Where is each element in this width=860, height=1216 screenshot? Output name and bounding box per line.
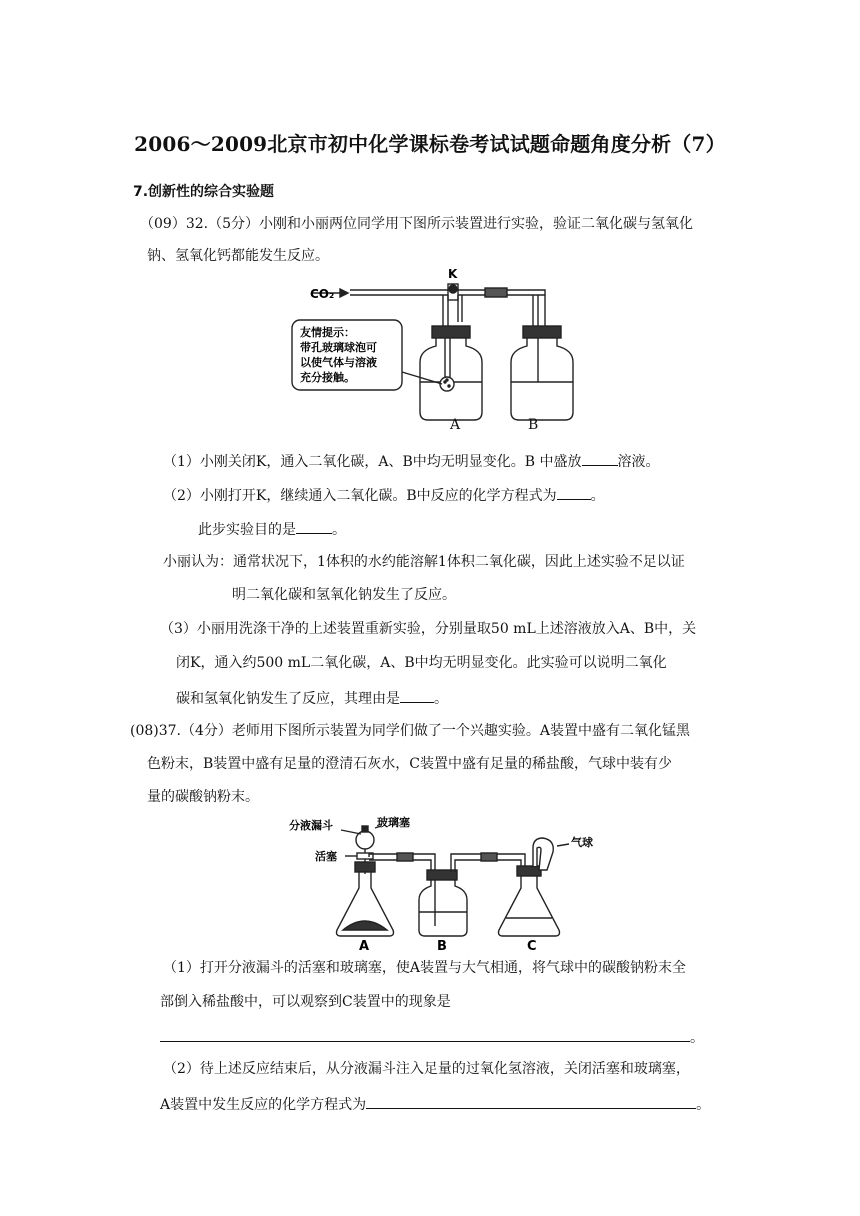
q1-tip-line4: 充分接触。 (300, 371, 355, 384)
q1-apparatus-figure (280, 262, 590, 434)
q2-step2-line2 (160, 1096, 710, 1112)
q1-xiaoli-line1: 小丽认为：通常状况下，1体积的水约能溶解1体积二氧化碳，因此上述实验不足以证 (163, 554, 685, 570)
q1-step3-end: 。 (434, 691, 448, 707)
q1-step3-line3 (176, 690, 448, 706)
q2-intro-line1: (08)37.（4分）老师用下图所示装置为同学们做了一个兴趣实验。A装置中盛有二氧化锰黑 (130, 723, 691, 739)
q1-co2-label: CO₂ (310, 287, 335, 301)
q2-step2-text: A装置中发生反应的化学方程式为 (160, 1097, 367, 1113)
q1-step1-end: 溶液。 (617, 454, 660, 470)
q1-step3-line2: 闭K，通入约500 mL二氧化碳，A、B中均无明显变化。此实验可以说明二氧化 (176, 655, 667, 671)
q2-intro-line3: 量的碳酸钠粉末。 (147, 789, 259, 805)
q1-step2-end: 。 (590, 488, 605, 504)
q2-stopper-label: 玻璃塞 (377, 816, 410, 829)
q1-xiaoli-line2: 明二氧化碳和氢氧化钠发生了反应。 (232, 587, 456, 603)
q2-step1-end: 。 (690, 1030, 704, 1046)
q1-step2-purpose-text: 此步实验目的是 (198, 522, 296, 538)
q2-step2-end: 。 (696, 1097, 711, 1113)
q1-step1-text: （1）小刚关闭K，通入二氧化碳，A、B中均无明显变化。B 中盛放 (163, 454, 582, 470)
q2-step2-line1: （2）待上述反应结束后，从分液漏斗注入足量的过氧化氢溶液，关闭活塞和玻璃塞， (163, 1061, 690, 1077)
q1-step1-blank[interactable] (582, 453, 618, 466)
q1-step2-purpose-blank[interactable] (296, 521, 332, 534)
q2-balloon-label: 气球 (571, 836, 593, 849)
q1-label-a: A (450, 417, 461, 433)
q1-step3-blank[interactable] (400, 690, 434, 703)
q2-step1-answer (160, 1029, 704, 1045)
q1-step3-line1: （3）小丽用洗涤干净的上述装置重新实验，分别量取50 mL上述溶液放入A、B中，关 (160, 621, 697, 637)
q1-step2-purpose (198, 521, 346, 537)
section-heading: 7.创新性的综合实验题 (133, 184, 275, 200)
q1-tip-line3: 以使气体与溶液 (300, 356, 377, 369)
q1-tip-line1: 友情提示： (300, 326, 355, 339)
q2-step1-blank[interactable] (160, 1029, 690, 1042)
q2-label-c: C (527, 939, 537, 952)
q2-intro-line2: 色粉末，B装置中盛有足量的澄清石灰水，C装置中盛有足量的稀盐酸，气球中装有少 (147, 756, 672, 772)
q1-tip-line2: 带孔玻璃球泡可 (300, 341, 377, 354)
q2-step1-line2: 部倒入稀盐酸中，可以观察到C装置中的现象是 (160, 994, 451, 1010)
q2-funnel-label: 分液漏斗 (289, 819, 333, 832)
q1-step3-text: 碳和氢氧化钠发生了反应，其理由是 (176, 691, 400, 707)
q1-intro-line1: （09）32.（5分）小刚和小丽两位同学用下图所示装置进行实验，验证二氧化碳与氢氧化 (140, 216, 693, 232)
q2-label-b: B (437, 939, 447, 952)
q2-apparatus-figure (285, 812, 605, 952)
page-title: 2006～2009北京市初中化学课标卷考试试题命题角度分析（7） (134, 132, 726, 156)
q1-valve-label: K (448, 267, 458, 281)
q1-intro-line2: 钠、氢氧化钙都能发生反应。 (147, 248, 329, 264)
q1-step2-text: （2）小刚打开K，继续通入二氧化碳。B中反应的化学方程式为 (163, 488, 557, 504)
q2-step2-blank[interactable] (366, 1096, 696, 1109)
q1-step2-blank[interactable] (557, 487, 591, 500)
q1-step2 (163, 487, 605, 503)
q2-cock-label: 活塞 (315, 850, 337, 863)
q1-step1 (163, 453, 660, 469)
q1-label-b: B (528, 417, 539, 433)
q2-step1-line1: （1）打开分液漏斗的活塞和玻璃塞，使A装置与大气相通，将气球中的碳酸钠粉末全 (163, 960, 687, 976)
q2-label-a: A (359, 939, 370, 952)
q1-step2-purpose-end: 。 (332, 522, 346, 538)
